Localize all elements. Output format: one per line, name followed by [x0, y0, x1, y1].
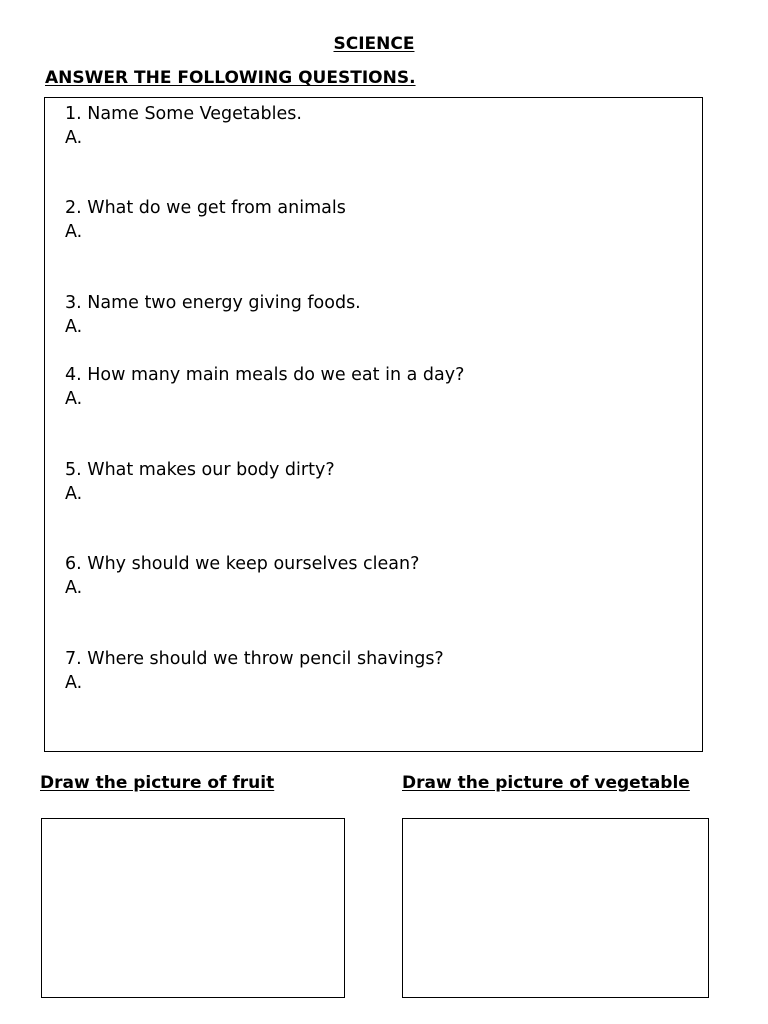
question-item [65, 647, 444, 695]
question-text: 7. Where should we throw pencil shavings? [65, 649, 444, 669]
answer-label: A. [65, 317, 83, 337]
vegetable-drawing-box[interactable] [402, 818, 709, 998]
fruit-drawing-box[interactable] [41, 818, 345, 998]
answer-label: A. [65, 128, 83, 148]
worksheet-title: SCIENCE [333, 34, 415, 54]
question-text: 4. How many main meals do we eat in a day? [65, 365, 465, 385]
answer-label: A. [65, 222, 83, 242]
question-item [65, 458, 335, 506]
question-item [65, 102, 302, 150]
answer-label: A. [65, 578, 83, 598]
questions-box [44, 97, 703, 752]
answer-label: A. [65, 673, 83, 693]
answer-label: A. [65, 389, 83, 409]
instructions-heading: ANSWER THE FOLLOWING QUESTIONS. [45, 68, 416, 88]
vegetable-drawing-label: Draw the picture of vegetable [402, 773, 690, 793]
question-text: 1. Name Some Vegetables. [65, 104, 302, 124]
question-text: 3. Name two energy giving foods. [65, 293, 361, 313]
question-item [65, 196, 346, 244]
question-text: 6. Why should we keep ourselves clean? [65, 554, 420, 574]
answer-label: A. [65, 484, 83, 504]
fruit-drawing-label: Draw the picture of fruit [40, 773, 275, 793]
question-text: 5. What makes our body dirty? [65, 460, 335, 480]
question-item [65, 363, 464, 411]
question-item [65, 552, 419, 600]
question-item [65, 291, 361, 339]
question-text: 2. What do we get from animals [65, 198, 346, 218]
